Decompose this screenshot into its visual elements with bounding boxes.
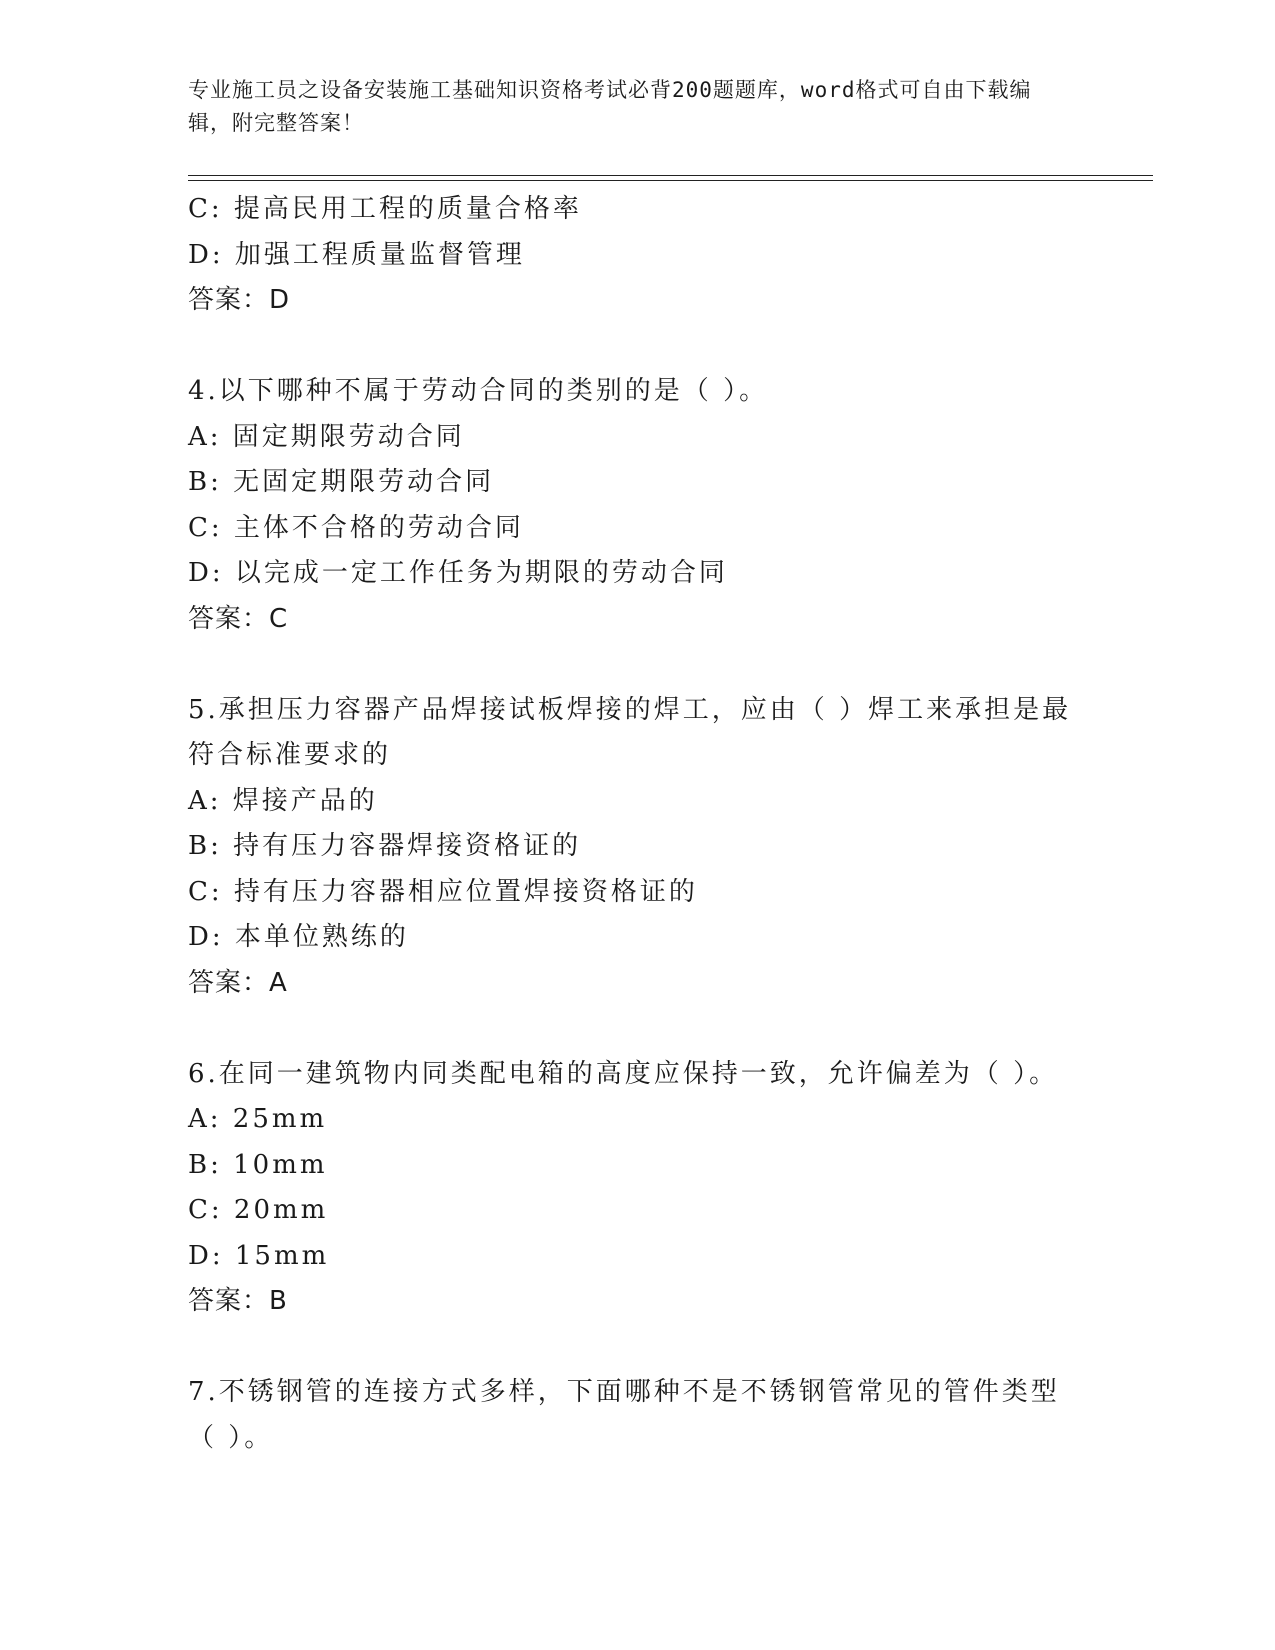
question-6-option-d: D: 15mm [188, 1240, 330, 1271]
question-6-option-c: C: 20mm [188, 1195, 329, 1225]
question-4-text: 4.以下哪种不属于劳动合同的类别的是（ ）。 [188, 376, 769, 406]
question-6-option-b: B: 10mm [188, 1149, 328, 1180]
question-4-answer: 答案：C [188, 603, 289, 634]
question-4-option-b: B: 无固定期限劳动合同 [188, 467, 495, 497]
spacer [188, 1325, 1088, 1371]
question-6-answer: 答案：B [188, 1286, 288, 1316]
spacer [188, 642, 1088, 688]
option-c: C: 提高民用工程的质量合格率 [188, 194, 582, 224]
question-4-option-a: A: 固定期限劳动合同 [188, 421, 465, 452]
option-d: D: 加强工程质量监督管理 [188, 239, 525, 270]
spacer [188, 1006, 1088, 1052]
question-5-option-a: A: 焊接产品的 [188, 785, 378, 816]
spacer [188, 324, 1088, 370]
question-5-option-c: C: 持有压力容器相应位置焊接资格证的 [188, 876, 698, 907]
question-4-option-d: D: 以完成一定工作任务为期限的劳动合同 [188, 558, 728, 588]
header-divider-bottom [188, 180, 1153, 181]
question-4-option-c: C: 主体不合格的劳动合同 [188, 512, 524, 543]
question-5-option-b: B: 持有压力容器焊接资格证的 [188, 831, 582, 861]
question-6-option-a: A: 25mm [188, 1104, 328, 1134]
question-5-text: 5.承担压力容器产品焊接试板焊接的焊工，应由（ ）焊工来承担是最符合标准要求的 [188, 694, 1072, 770]
question-6-text: 6.在同一建筑物内同类配电箱的高度应保持一致，允许偏差为（ ）。 [188, 1058, 1059, 1089]
question-list [188, 187, 1088, 1461]
question-5-answer: 答案：A [188, 967, 288, 998]
question-7-text: 7.不锈钢管的连接方式多样，下面哪种不是不锈钢管常见的管件类型（ ）。 [188, 1377, 1060, 1453]
document-header: 专业施工员之设备安装施工基础知识资格考试必背200题题库，word格式可自由下载编辑，附完整答案！ [188, 78, 1032, 135]
header-divider-top [188, 175, 1153, 176]
answer-text: 答案：D [188, 285, 291, 315]
question-5-option-d: D: 本单位熟练的 [188, 922, 409, 952]
